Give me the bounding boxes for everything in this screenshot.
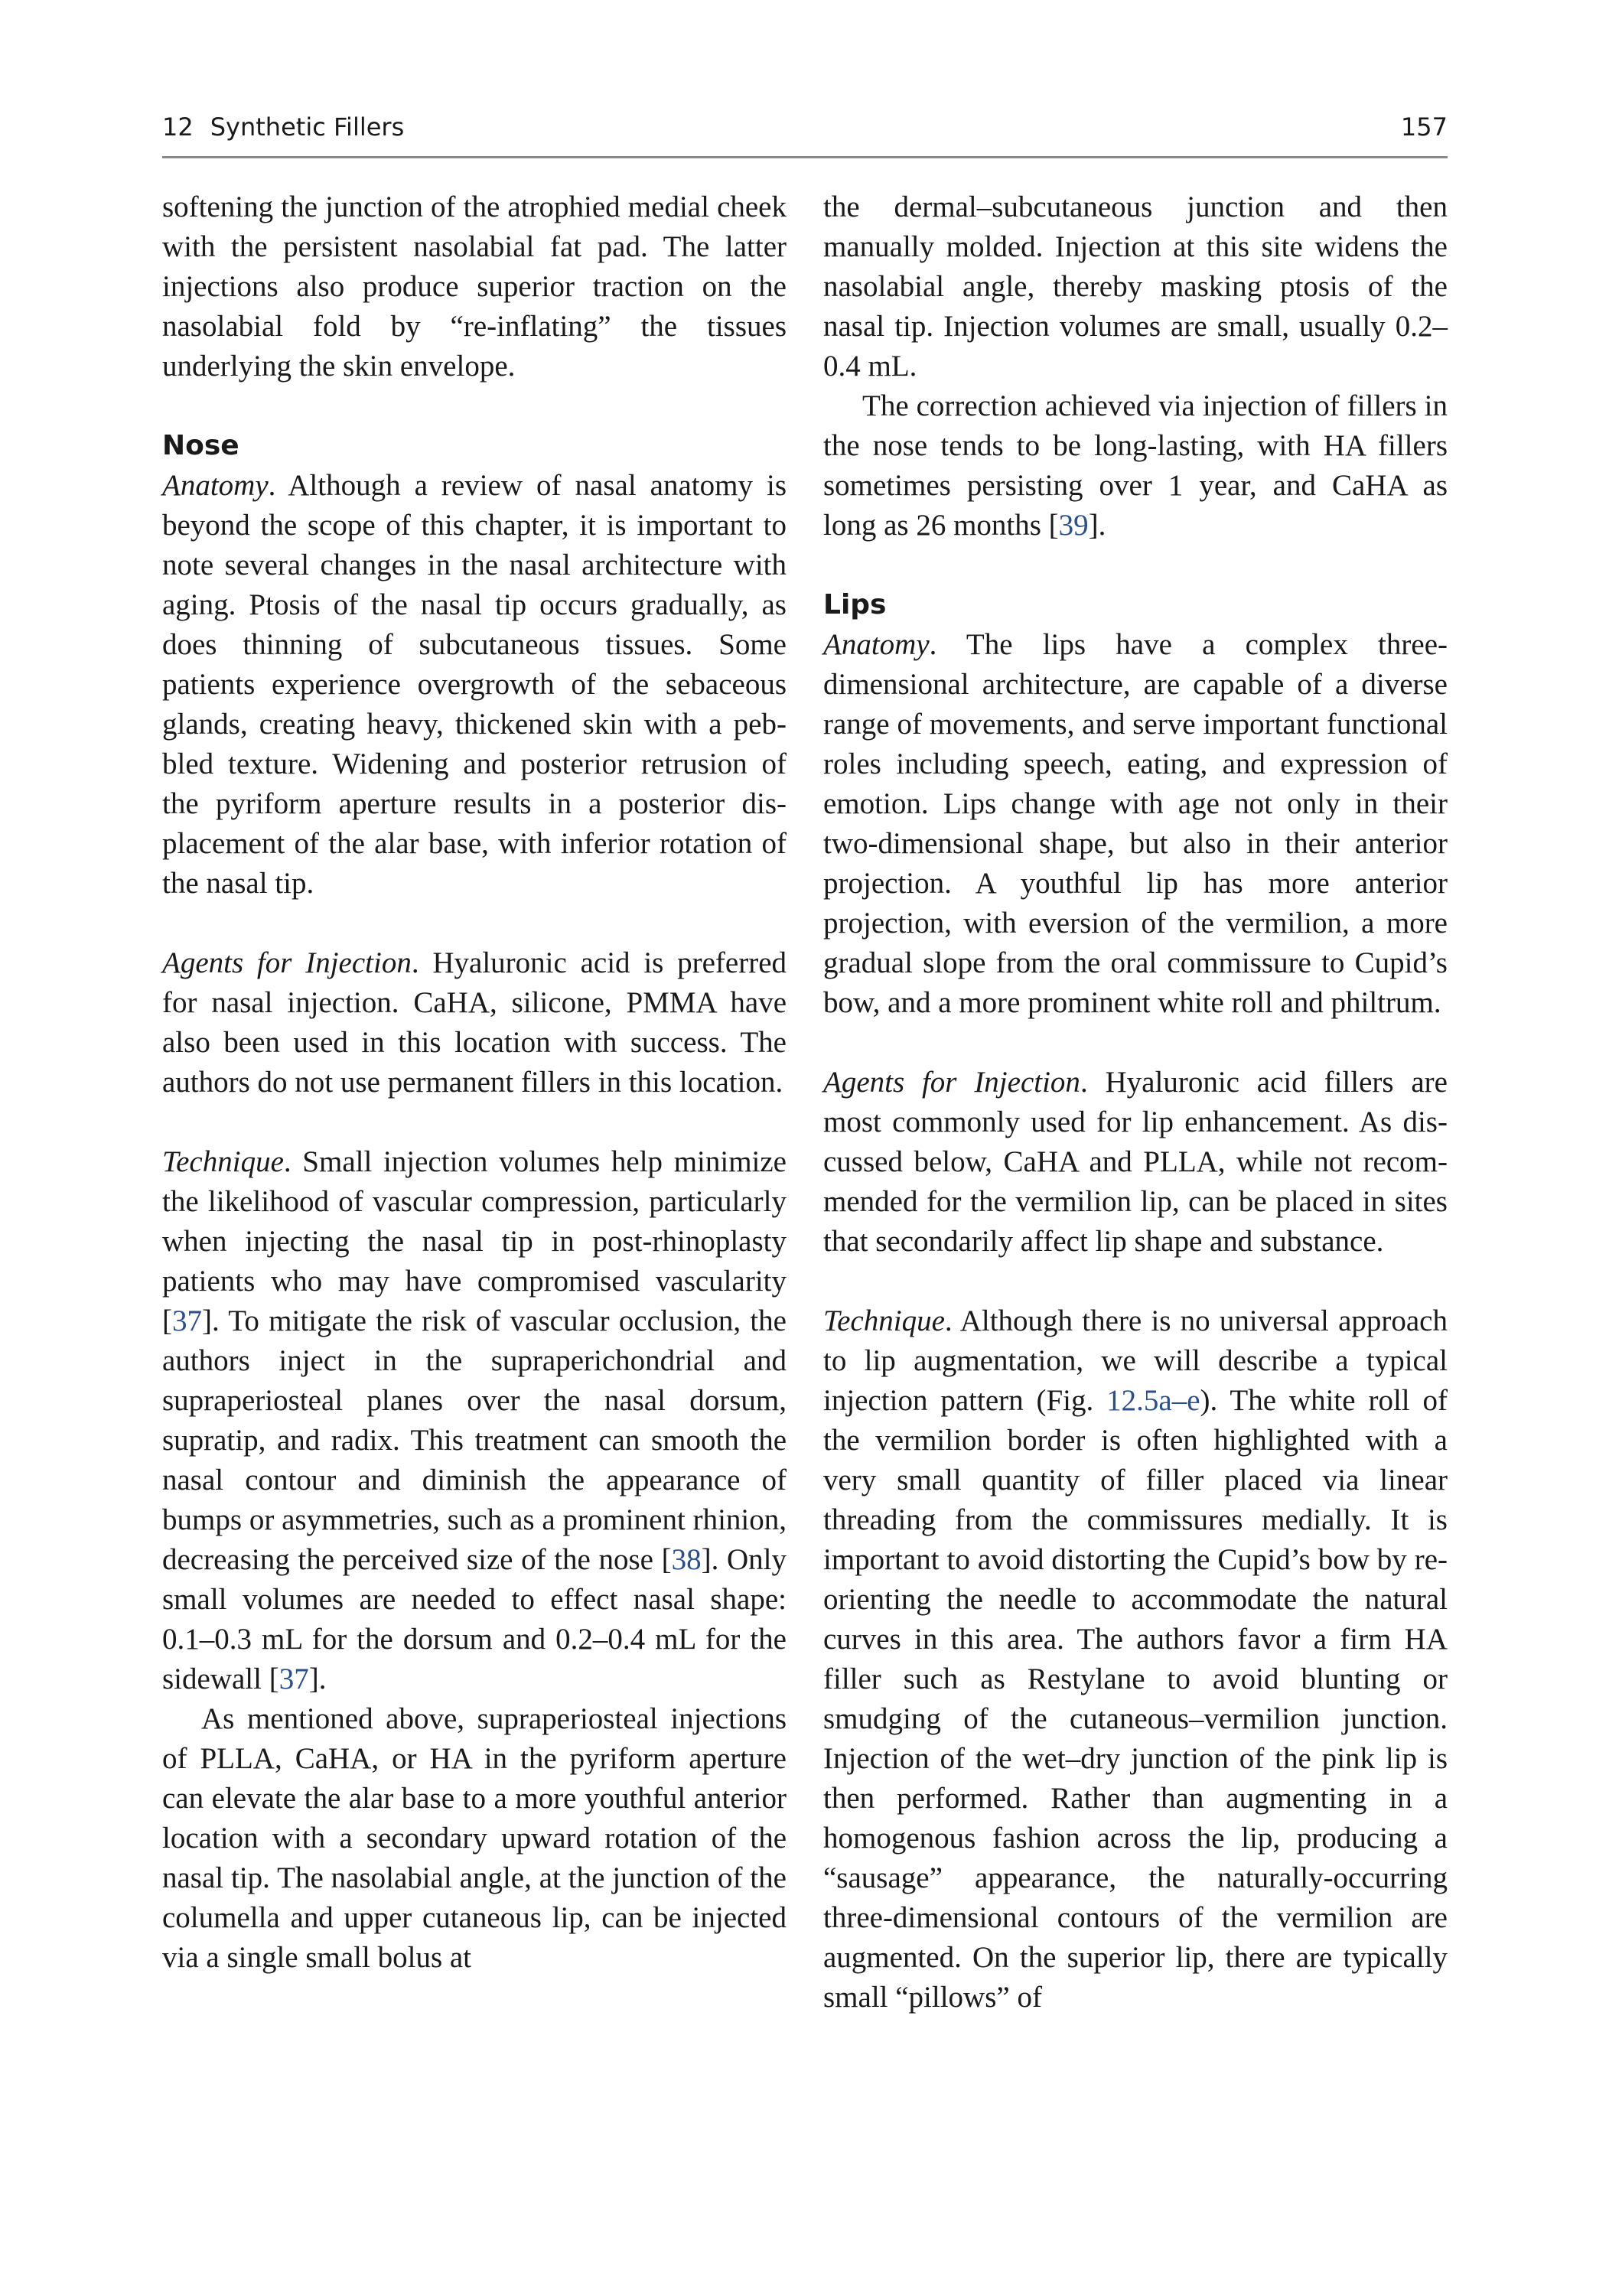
- left-column: [162, 187, 787, 1978]
- figure-link[interactable]: 12.5a–e: [1106, 1384, 1200, 1417]
- reference-link[interactable]: 37: [278, 1663, 309, 1695]
- paragraph-nose-technique: Technique. Small injection volumes help minimize the likelihood of vascular compression, particularly when injecting the nasal tip in post-rhinoplasty patients who may have compromised vascularity [37]. To mitigate the risk of vascular occlusion, the authors inject in the supraperichondrial and supraperiosteal planes over the nasal dorsum, supratip, and radix. This treatment can smooth the nasal contour and diminish the appearance of bumps or asymmetries, such as a prominent rhinion, decreasing the perceived size of the nose [38]. Only small volumes are needed to effect nasal shape: 0.1–0.3 mL for the dorsum and 0.2–0.4 mL for the sidewall [37].: [162, 1145, 787, 1695]
- reference-link[interactable]: 37: [172, 1304, 202, 1337]
- run-in-label: Agents for Injection: [162, 946, 412, 979]
- paragraph-nose-longevity: The correction achieved via injection of fillers in the nose tends to be long-lasting, with HA fillers sometimes persisting over 1 year, and CaHA as long as 26 months [39].: [823, 389, 1448, 542]
- run-in-label: Technique: [162, 1145, 284, 1178]
- section-heading-lips: Lips: [823, 589, 887, 620]
- chapter-number: 12: [162, 112, 194, 142]
- run-in-label: Agents for Injection: [823, 1066, 1080, 1099]
- running-head: [162, 109, 1448, 145]
- paragraph-nose-supraperiosteal: As mentioned above, supraperiosteal injections of PLLA, CaHA, or HA in the pyriform aperture can elevate the alar base to a more youthful anterior location with a secondary upward rotation of the nasal tip. The nasolabial angle, at the junction of the columella and upper cutaneous lip, can be injected via a single small bolus at: [162, 1702, 787, 1974]
- reference-link[interactable]: 38: [671, 1543, 702, 1576]
- run-in-label: Anatomy: [823, 628, 930, 661]
- run-in-label: Technique: [823, 1304, 945, 1337]
- chapter-title: Synthetic Fillers: [210, 112, 405, 142]
- paragraph-continuation: the dermal–subcutaneous junction and then manually molded. Injection at this site widens the nasolabial angle, thereby masking ptosis of the nasal tip. Injection volumes are small, usually 0.2–0.4 mL.: [823, 191, 1448, 383]
- reference-link[interactable]: 39: [1058, 509, 1089, 542]
- right-column: [823, 187, 1448, 2018]
- paragraph-nose-anatomy: Anatomy. Although a review of nasal anatomy is beyond the scope of this chapter, it is important to note several changes in the nasal architecture with aging. Ptosis of the nasal tip occurs gradually, as does thinning of subcutaneous tissues. Some patients experience overgrowth of the sebaceous glands, creating heavy, thickened skin with a pebbled texture. Widening and posterior retrusion of the pyriform aperture results in a posterior displacement of the alar base, with inferior rotation of the nasal tip.: [162, 469, 787, 900]
- run-in-label: Anatomy: [162, 469, 269, 502]
- section-heading-nose: Nose: [162, 430, 239, 461]
- paragraph-lips-anatomy: Anatomy. The lips have a complex three-dimensional architecture, are capable of a diverse range of movements, and serve important functional roles including speech, eating, and expression of emotion. Lips change with age not only in their two-dimensional shape, but also in their anterior projection. A youthful lip has more anterior projection, with eversion of the vermilion, a more gradual slope from the oral commissure to Cupid’s bow, and a more prominent white roll and philtrum.: [823, 628, 1448, 1019]
- paragraph-lips-agents: Agents for Injection. Hyaluronic acid fillers are most commonly used for lip enhancement. As discussed below, CaHA and PLLA, while not recommended for the vermilion lip, can be placed in sites that secondarily affect lip shape and substance.: [823, 1066, 1448, 1258]
- page-number: 157: [1400, 112, 1448, 142]
- paragraph-lips-technique: Technique. Although there is no universal approach to lip augmentation, we will describe a typical injection pattern (Fig. 12.5a–e). The white roll of the vermilion border is often highlighted with a very small quantity of filler placed via linear threading from the commissures medially. It is important to avoid distorting the Cupid’s bow by re-orienting the needle to accommodate the natural curves in this area. The authors favor a firm HA filler such as Restylane to avoid blunting or smudging of the cutaneous–vermilion junction. Injection of the wet–dry junction of the pink lip is then performed. Rather than augmenting in a homogenous fashion across the lip, producing a “sausage” appearance, the naturally-occurring three-dimensional contours of the vermilion are augmented. On the superior lip, there are typically small “pillows” of: [823, 1304, 1448, 2014]
- header-rule: [162, 156, 1448, 158]
- paragraph-continuation: softening the junction of the atrophied medial cheek with the persistent nasolabial fat pad. The latter injections also produce superior traction on the nasolabial fold by “re-inflating” the tissues underlying the skin envelope.: [162, 191, 787, 383]
- paragraph-nose-agents: Agents for Injection. Hyaluronic acid is preferred for nasal injection. CaHA, silicone, PMMA have also been used in this location with success. The authors do not use permanent fillers in this location.: [162, 946, 787, 1099]
